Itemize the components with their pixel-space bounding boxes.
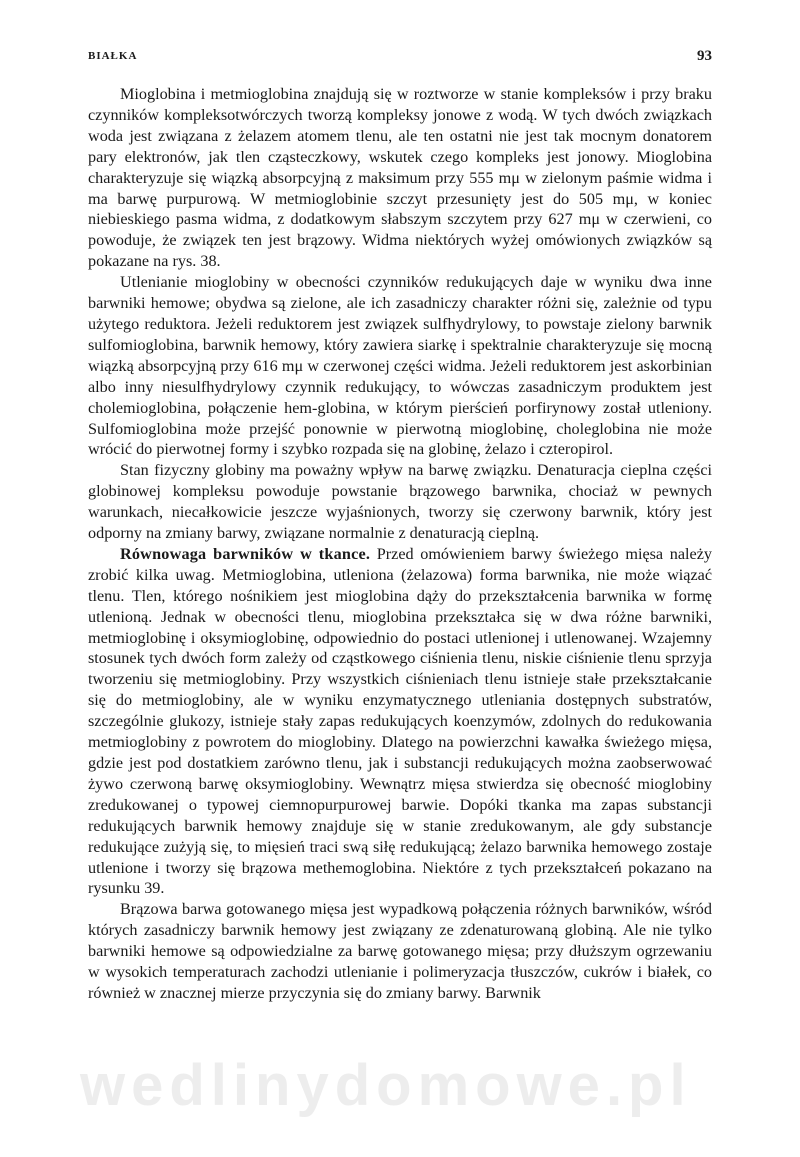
page-header xyxy=(88,48,712,72)
body-text xyxy=(88,84,712,1004)
paragraph-text: Brązowa barwa gotowanego mięsa jest wypadkową połączenia różnych barwników, wśród których zasadniczy barwnik hemowy jest związany ze zdenaturowaną globiną. Ale nie tylko barwniki hemowe są odpowiedzialne za barwę gotowanego mięsa; przy dłuższym ogrzewaniu w wysokich temperaturach zachodzi utlenianie i polimeryzacja tłuszczów, cukrów i białek, co również w znacznej mierze przyczynia się do zmiany barwy. Barwnik xyxy=(88,900,712,1002)
paragraph-text: Przed omówieniem barwy świeżego mięsa należy zrobić kilka uwag. Metmioglobina, utleniona (żelazowa) forma barwnika, nie może wiązać tlenu. Tlen, którego nośnikiem jest mioglobina dąży do przekształcenia barwnika w formę utlenioną. Jednak w obecności tlenu, mioglobina przekształca się w dwa różne barwniki, metmioglobinę i oksymioglobinę, odpowiednio do postaci utlenionej i utlenowanej. Wzajemny stosunek tych dwóch form zależy od cząstkowego ciśnienia tlenu, niskie ciśnienie tlenu sprzyja tworzeniu się metmioglobiny. Przy wszystkich ciśnieniach tlenu istnieje stałe przekształcanie się do metmioglobiny, ale w wyniku enzymatycznego utleniania dostępnych substratów, szczególnie glukozy, istnieje stały zapas redukujących koenzymów, zdolnych do redukowania metmioglobiny z powrotem do mioglobiny. Dlatego na powierzchni kawałka świeżego mięsa, gdzie jest pod dostatkiem zarówno tlenu, jak i substancji redukujących można zaobserwować żywo czerwoną barwę oksymioglobiny. Wewnątrz mięsa stwierdza się obecność mioglobiny zredukowanej o typowej ciemnopurpurowej barwie. Dopóki tkanka ma zapas substancji redukujących barwnik hemowy znajduje się w stanie zredukowanym, ale gdy substancje redukujące zużyją się, to mięsień traci swą siłę redukującą; żelazo barwnika hemowego zostaje utlenione i tworzy się brązowa methemoglobina. Niektóre z tych przekształceń pokazano na rysunku 39. xyxy=(88,544,712,898)
paragraph xyxy=(88,544,712,899)
watermark: wedlinydomowe.pl xyxy=(80,1053,692,1118)
paragraph-text: Utlenianie mioglobiny w obecności czynników redukujących daje w wyniku dwa inne barwniki hemowe; obydwa są zielone, ale ich zasadniczy charakter różni się, zależnie od typu użytego reduktora. Jeżeli reduktorem jest związek sulfhydrylowy, to powstaje zielony barwnik sulfomioglobina, barwnik hemowy, który zawiera siarkę i spektralnie charakteryzuje się mocną wiązką absorpcyjną przy 616 mμ w czerwonej części widma. Jeżeli reduktorem jest askorbinian albo inny niesulfhydrylowy czynnik redukujący, to wówczas zasadniczym produktem jest cholemioglobina, połączenie hem-globina, w którym pierścień porfirynowy został utleniony. Sulfomioglobina może przejść ponownie w pierwotną mioglobinę, choleglobina nie może wrócić do pierwotnej formy i szybko rozpada się na globinę, żelazo i czteropirol. xyxy=(88,273,712,459)
section-title: Równowaga barwników w tkance. xyxy=(120,544,371,563)
running-head: BIAŁKA xyxy=(88,50,138,62)
paragraph-text: Stan fizyczny globiny ma poważny wpływ na barwę związku. Denaturacja cieplna części globinowej kompleksu powoduje powstanie brązowego barwnika, chociaż w pewnych warunkach, niecałkowicie jeszcze wyjaśnionych, tworzy się czerwony barwnik, który jest odporny na zmiany barwy, związane normalnie z denaturacją cieplną. xyxy=(88,461,712,543)
paragraph xyxy=(88,460,712,544)
paragraph xyxy=(88,84,712,272)
paragraph-text: Mioglobina i metmioglobina znajdują się w roztworze w stanie kompleksów i przy braku czynników kompleksotwórczych tworzą kompleksy jonowe z wodą. W tych dwóch związkach woda jest związana z żelazem atomem tlenu, ale ten ostatni nie jest tak mocnym donatorem pary elektronów, jak tlen cząsteczkowy, wskutek czego kompleks jest jonowy. Mioglobina charakteryzuje się wiązką absorpcyjną z maksimum przy 555 mμ w zielonym paśmie widma i ma barwę purpurową. W metmioglobinie szczyt przesunięty jest do 505 mμ, w koniec niebieskiego pasma widma, z dodatkowym słabszym szczytem przy 627 mμ w czerwieni, co powoduje, że związek ten jest brązowy. Widma niektórych wyżej omówionych związków są pokazane na rys. 38. xyxy=(88,85,712,271)
paragraph xyxy=(88,899,712,1004)
paragraph xyxy=(88,272,712,460)
page-number: 93 xyxy=(697,48,712,64)
